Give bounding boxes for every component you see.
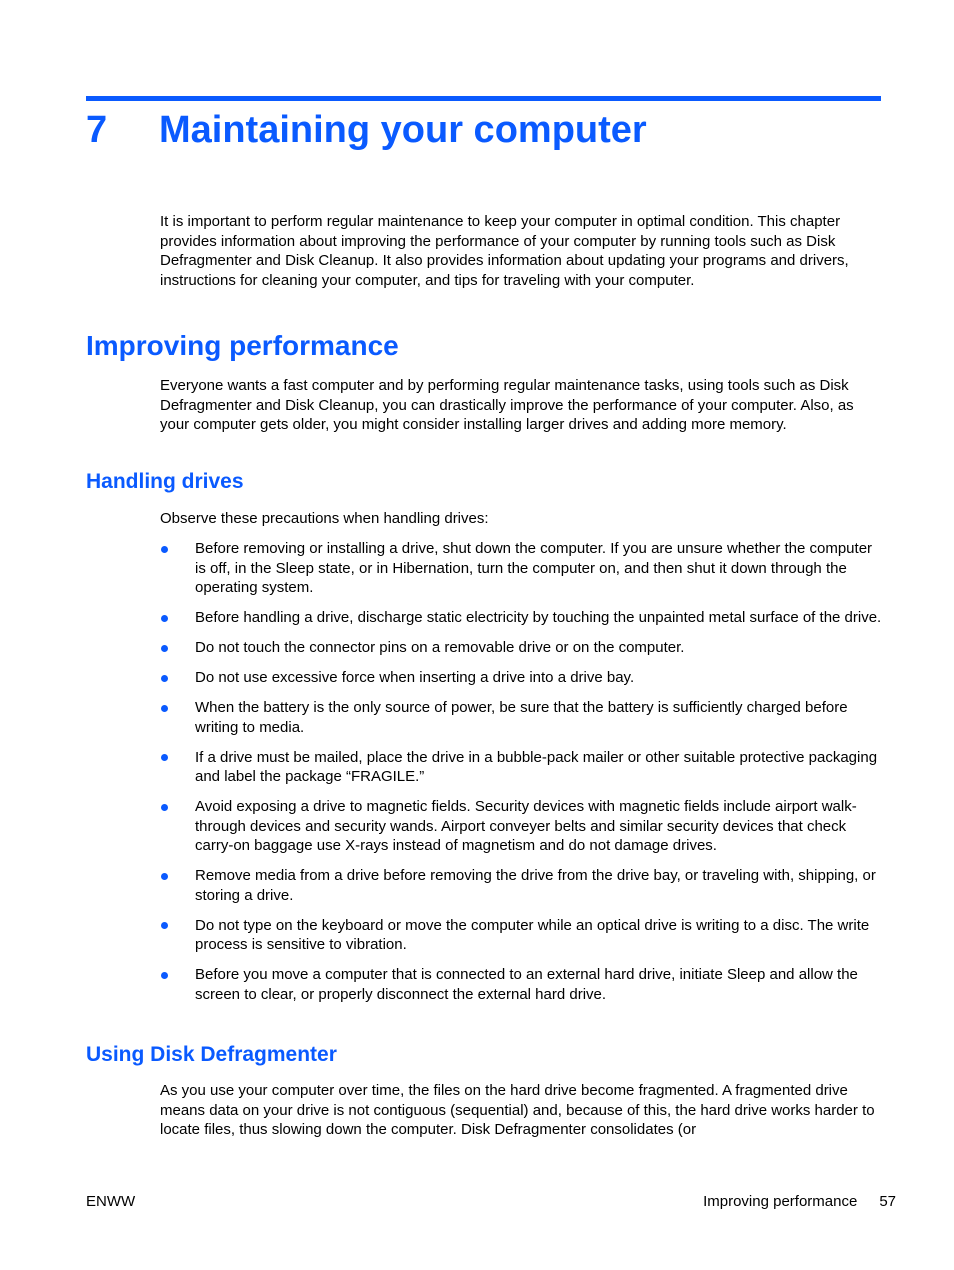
list-item (160, 965, 882, 1004)
bullet-icon (161, 675, 168, 682)
list-item (160, 638, 882, 658)
improving-performance-paragraph: Everyone wants a fast computer and by performing regular maintenance tasks, using tools such as Disk Defragmenter and Disk Cleanup, you can drastically improve the performance of your computer. Also, as your computer gets older, you might consider installing larger drives and adding more memory. (160, 377, 854, 433)
chapter-heading (86, 107, 647, 153)
list-item-text: Do not touch the connector pins on a removable drive or on the computer. (195, 639, 685, 656)
list-item (160, 668, 882, 688)
list-item-text: Before handling a drive, discharge static electricity by touching the unpainted metal surface of the drive. (195, 609, 882, 626)
page-number: 57 (879, 1193, 896, 1210)
handling-drives-list (160, 539, 882, 1015)
list-item-text: Avoid exposing a drive to magnetic fields. Security devices with magnetic fields include airport walk-through devices and security wands. Airport conveyer belts and similar security devices that check carry-on baggage use X-rays instead of magnetism and do not damage drives. (195, 798, 857, 854)
section-heading-improving-performance: Improving performance (86, 330, 399, 361)
list-item (160, 748, 882, 787)
list-item (160, 797, 882, 856)
list-item-text: Before you move a computer that is connected to an external hard drive, initiate Sleep and allow the screen to clear, or properly disconnect the external hard drive. (195, 966, 858, 1003)
chapter-number: 7 (86, 109, 108, 151)
list-item (160, 698, 882, 737)
bullet-icon (161, 922, 168, 929)
subsection-heading-handling-drives: Handling drives (86, 470, 244, 493)
bullet-icon (161, 804, 168, 811)
bullet-icon (161, 615, 168, 622)
list-item (160, 916, 882, 955)
list-item-text: Do not type on the keyboard or move the computer while an optical drive is writing to a disc. The write process is sensitive to vibration. (195, 916, 870, 953)
handling-drives-intro: Observe these precautions when handling drives: (160, 510, 489, 527)
list-item (160, 608, 882, 628)
bullet-icon (161, 873, 168, 880)
bullet-icon (161, 546, 168, 553)
list-item-text: Do not use excessive force when inserting a drive into a drive bay. (195, 669, 635, 686)
chapter-intro: It is important to perform regular maintenance to keep your computer in optimal condition. This chapter provides information about improving the performance of your computer by running tools such as Disk Defragmenter and Disk Cleanup. It also provides information about updating your programs and drivers, instructions for cleaning your computer, and tips for traveling with your computer. (160, 213, 849, 289)
list-item-text: If a drive must be mailed, place the drive in a bubble-pack mailer or other suitable protective packaging and label the package “FRAGILE.” (195, 748, 878, 785)
footer-section: Improving performance (703, 1193, 858, 1210)
list-item (160, 866, 882, 905)
chapter-title: Maintaining your computer (159, 109, 647, 151)
bullet-icon (161, 705, 168, 712)
bullet-icon (161, 645, 168, 652)
list-item (160, 539, 882, 598)
disk-defragmenter-paragraph: As you use your computer over time, the files on the hard drive become fragmented. A fragmented drive means data on your drive is not contiguous (sequential) and, because of this, the hard drive works harder to locate files, thus slowing down the computer. Disk Defragmenter consolidates (or (160, 1082, 875, 1138)
footer-right (703, 1192, 896, 1211)
list-item-text: When the battery is the only source of power, be sure that the battery is sufficiently charged before writing to media. (195, 699, 848, 736)
chapter-rule (86, 96, 881, 101)
bullet-icon (161, 972, 168, 979)
list-item-text: Remove media from a drive before removing the drive from the drive bay, or traveling with, shipping, or storing a drive. (195, 867, 876, 904)
bullet-icon (161, 754, 168, 761)
footer-left: ENWW (86, 1193, 136, 1210)
subsection-heading-disk-defragmenter: Using Disk Defragmenter (86, 1043, 337, 1066)
list-item-text: Before removing or installing a drive, shut down the computer. If you are unsure whether the computer is off, in the Sleep state, or in Hibernation, turn the computer on, and then shut it down through the operating system. (195, 540, 873, 596)
